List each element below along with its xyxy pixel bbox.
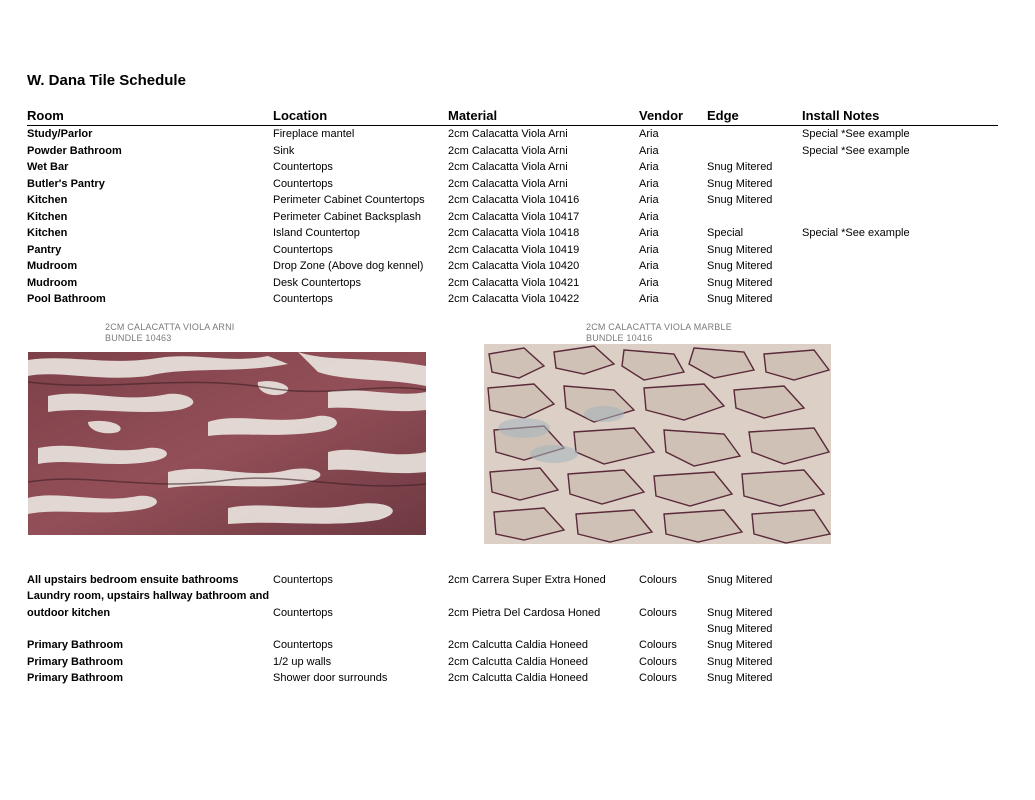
- cell-location: Shower door surrounds: [273, 671, 388, 684]
- cell-material: 2cm Pietra Del Cardosa Honed: [448, 606, 601, 619]
- cell-notes: Special *See example: [802, 227, 910, 239]
- cell-edge: Snug Mitered: [707, 276, 773, 289]
- cell-vendor: Aria: [639, 128, 659, 140]
- caption-line: BUNDLE 10463: [105, 333, 172, 343]
- cell-vendor: Aria: [639, 243, 659, 256]
- cell-room: Butler's Pantry: [27, 177, 105, 190]
- column-header-room: Room: [27, 108, 64, 123]
- cell-location: Countertops: [273, 243, 333, 256]
- cell-location: Countertops: [273, 161, 333, 173]
- cell-room: Primary Bathroom: [27, 639, 123, 652]
- cell-edge: Snug Mitered: [707, 655, 773, 668]
- cell-material: 2cm Calacatta Viola 10422: [448, 293, 580, 305]
- cell-room: Mudroom: [27, 276, 78, 289]
- caption-line: 2CM CALACATTA VIOLA ARNI: [105, 322, 235, 332]
- caption-line: 2CM CALACATTA VIOLA MARBLE: [586, 322, 732, 332]
- cell-vendor: Aria: [639, 177, 659, 190]
- column-header-edge: Edge: [707, 108, 739, 123]
- cell-vendor: Colours: [639, 655, 677, 668]
- cell-room: Pool Bathroom: [27, 293, 106, 305]
- cell-material: 2cm Carrera Super Extra Honed: [448, 574, 606, 586]
- cell-edge: Snug Mitered: [707, 293, 773, 305]
- cell-material: 2cm Calcutta Caldia Honeed: [448, 671, 589, 684]
- cell-location: Countertops: [273, 177, 333, 190]
- cell-location: Perimeter Cabinet Backsplash: [273, 210, 421, 223]
- cell-room: Kitchen: [27, 210, 68, 223]
- header-divider: [27, 125, 998, 126]
- cell-vendor: Aria: [639, 194, 659, 206]
- cell-material: 2cm Calcutta Caldia Honeed: [448, 639, 589, 652]
- cell-room: Wet Bar: [27, 161, 69, 173]
- cell-edge: Snug Mitered: [707, 639, 773, 652]
- cell-room: Kitchen: [27, 227, 68, 239]
- cell-vendor: Aria: [639, 144, 659, 157]
- cell-material: 2cm Calacatta Viola Arni: [448, 144, 568, 157]
- cell-material: 2cm Calacatta Viola Arni: [448, 128, 568, 140]
- cell-location: Fireplace mantel: [273, 128, 355, 140]
- cell-material: 2cm Calacatta Viola 10420: [448, 260, 580, 272]
- marble-slab-image: [484, 344, 831, 544]
- cell-room: outdoor kitchen: [27, 606, 111, 619]
- cell-location: Countertops: [273, 293, 333, 305]
- cell-room: Laundry room, upstairs hallway bathroom and: [27, 590, 270, 603]
- cell-room: Mudroom: [27, 260, 78, 272]
- cell-material: 2cm Calacatta Viola 10419: [448, 243, 580, 256]
- cell-material: 2cm Calacatta Viola Arni: [448, 161, 568, 173]
- cell-location: Island Countertop: [273, 227, 360, 239]
- cell-room: All upstairs bedroom ensuite bathrooms: [27, 574, 239, 586]
- cell-vendor: Aria: [639, 276, 659, 289]
- cell-vendor: Colours: [639, 574, 677, 586]
- cell-edge: Special: [707, 227, 744, 239]
- cell-location: Desk Countertops: [273, 276, 362, 289]
- cell-edge: Snug Mitered: [707, 622, 773, 635]
- image-caption-arni: [105, 322, 235, 344]
- cell-notes: Special *See example: [802, 128, 910, 140]
- cell-vendor: Colours: [639, 606, 677, 619]
- cell-material: 2cm Calcutta Caldia Honeed: [448, 655, 589, 668]
- cell-room: Powder Bathroom: [27, 144, 122, 157]
- cell-location: Countertops: [273, 606, 333, 619]
- cell-location: 1/2 up walls: [273, 655, 332, 668]
- document-title: W. Dana Tile Schedule: [27, 72, 186, 89]
- caption-line: BUNDLE 10416: [586, 333, 653, 343]
- cell-room: Primary Bathroom: [27, 671, 123, 684]
- cell-vendor: Colours: [639, 671, 677, 684]
- cell-vendor: Aria: [639, 227, 659, 239]
- column-header-vendor: Vendor: [639, 108, 684, 123]
- column-header-material: Material: [448, 108, 498, 123]
- cell-edge: Snug Mitered: [707, 606, 773, 619]
- cell-edge: Snug Mitered: [707, 574, 773, 586]
- cell-material: 2cm Calacatta Viola Arni: [448, 177, 568, 190]
- cell-location: Drop Zone (Above dog kennel): [273, 260, 424, 272]
- cell-edge: Snug Mitered: [707, 177, 773, 190]
- image-caption-marble: [586, 322, 732, 344]
- cell-vendor: Colours: [639, 639, 677, 652]
- cell-location: Perimeter Cabinet Countertops: [273, 194, 425, 206]
- cell-location: Countertops: [273, 639, 333, 652]
- cell-location: Countertops: [273, 574, 333, 586]
- cell-edge: Snug Mitered: [707, 243, 773, 256]
- cell-material: 2cm Calacatta Viola 10418: [448, 227, 580, 239]
- cell-edge: Snug Mitered: [707, 161, 773, 173]
- cell-vendor: Aria: [639, 161, 659, 173]
- column-header-location: Location: [273, 108, 328, 123]
- cell-room: Pantry: [27, 243, 62, 256]
- cell-material: 2cm Calacatta Viola 10421: [448, 276, 580, 289]
- cell-edge: Snug Mitered: [707, 260, 773, 272]
- cell-room: Primary Bathroom: [27, 655, 123, 668]
- cell-edge: Snug Mitered: [707, 194, 773, 206]
- cell-room: Kitchen: [27, 194, 68, 206]
- cell-location: Sink: [273, 144, 295, 157]
- cell-material: 2cm Calacatta Viola 10416: [448, 194, 580, 206]
- cell-vendor: Aria: [639, 210, 659, 223]
- cell-room: Study/Parlor: [27, 128, 93, 140]
- cell-material: 2cm Calacatta Viola 10417: [448, 210, 580, 223]
- cell-vendor: Aria: [639, 293, 659, 305]
- cell-notes: Special *See example: [802, 144, 910, 157]
- column-header-notes: Install Notes: [802, 108, 880, 123]
- cell-edge: Snug Mitered: [707, 671, 773, 684]
- arni-slab-image: [28, 352, 426, 535]
- cell-vendor: Aria: [639, 260, 659, 272]
